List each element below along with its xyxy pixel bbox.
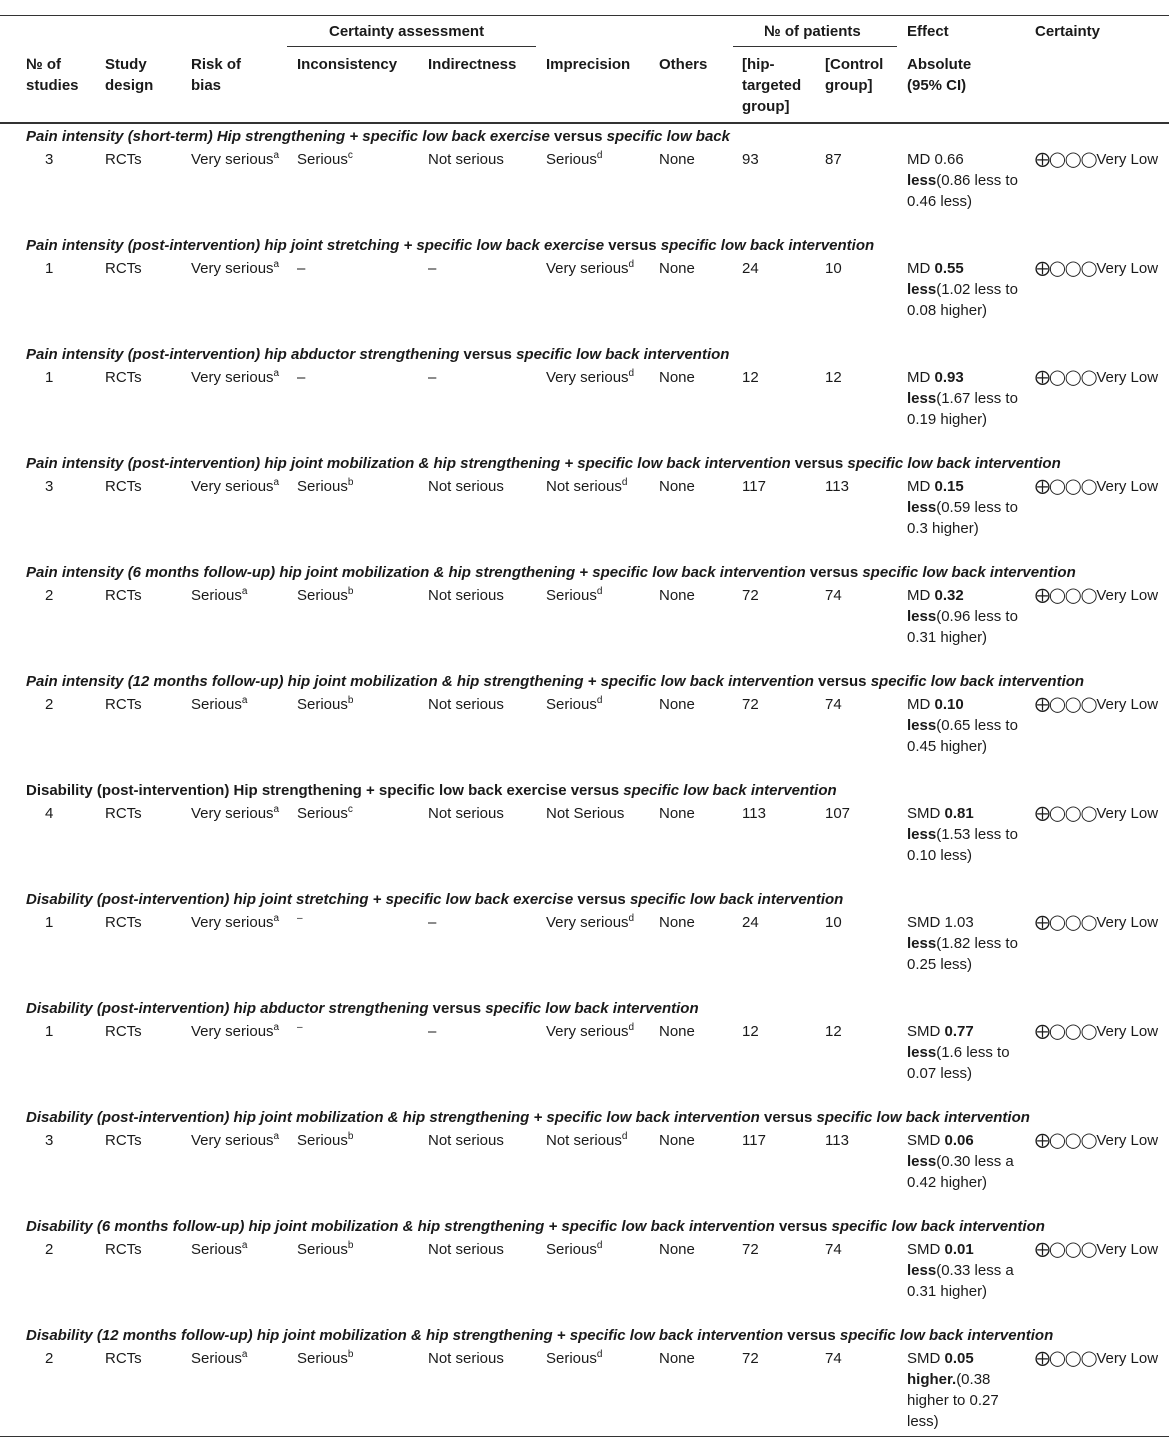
imprecision-cell: Serious$^d$ (546, 1349, 603, 1367)
comparator-label: specific low back intervention (839, 1327, 1054, 1344)
comparator-label: specific low back intervention (629, 891, 844, 908)
n-studies-cell: 3 (45, 151, 54, 168)
study-design-cell: RCTs (105, 914, 142, 931)
control-count-cell: 74 (825, 696, 842, 713)
hip-targeted-count-cell: 117 (742, 478, 766, 495)
header-effect: Effect (907, 23, 949, 40)
imprecision-cell: Serious$^d$ (546, 695, 603, 713)
header-certainty: Certainty (1035, 23, 1101, 40)
versus-label: versus (549, 128, 607, 145)
study-design-cell: RCTs (105, 369, 142, 386)
certainty-rating-icon: ⨁◯◯◯ (1035, 369, 1097, 386)
indirectness-cell: – (428, 260, 437, 277)
study-design-cell: RCTs (105, 1350, 142, 1367)
control-count-cell: 113 (825, 478, 849, 495)
header-absolute: Absolute (95% CI) (907, 56, 972, 94)
header-n-patients-rule (733, 46, 897, 47)
outcome-label: Pain intensity (6 months follow-up) hip joint mobilization & hip strengthening + specific low back intervention (26, 564, 806, 581)
versus-label: versus (459, 346, 517, 363)
imprecision-cell: Serious$^d$ (546, 1240, 603, 1258)
certainty-cell: ⨁◯◯◯Very Low (1035, 369, 1159, 386)
hip-targeted-count-cell: 113 (742, 805, 766, 822)
outcome-title (26, 562, 1076, 583)
versus-label: versus (774, 1218, 832, 1235)
header-inconsistency: Inconsistency (297, 56, 398, 73)
hip-targeted-count-cell: 117 (742, 1132, 766, 1149)
inconsistency-cell: Serious$^b$ (297, 695, 354, 713)
outcome-section (0, 998, 1169, 1107)
indirectness-cell: Not serious (428, 1132, 504, 1149)
outcome-label: Pain intensity (post-intervention) hip joint mobilization & hip strengthening + specific low back intervention (26, 455, 791, 472)
header-indirectness: Indirectness (428, 56, 517, 73)
certainty-rating-icon: ⨁◯◯◯ (1035, 151, 1097, 168)
outcome-title (26, 235, 874, 256)
control-count-cell: 113 (825, 1132, 849, 1149)
outcome-section (0, 453, 1169, 562)
effect-absolute-cell: SMD 0.01 less(0.33 less a 0.31 higher) (907, 1241, 1014, 1300)
indirectness-cell: – (428, 1023, 437, 1040)
risk-of-bias-cell: Very serious$^a$ (191, 150, 280, 168)
indirectness-cell: – (428, 369, 437, 386)
n-studies-cell: 2 (45, 1350, 54, 1367)
study-design-cell: RCTs (105, 805, 142, 822)
outcome-label: Pain intensity (12 months follow-up) hip joint mobilization & hip strengthening + specific low back intervention (26, 673, 814, 690)
header-study-design: Study design (105, 56, 154, 94)
control-count-cell: 12 (825, 1023, 842, 1040)
control-count-cell: 87 (825, 151, 842, 168)
hip-targeted-count-cell: 24 (742, 260, 759, 277)
control-count-cell: 10 (825, 914, 842, 931)
certainty-cell: ⨁◯◯◯Very Low (1035, 151, 1159, 168)
outcome-label: Pain intensity (post-intervention) hip joint stretching + specific low back exercise (26, 237, 605, 254)
header-imprecision: Imprecision (546, 56, 631, 73)
risk-of-bias-cell: Very serious$^a$ (191, 477, 280, 495)
risk-of-bias-cell: Very serious$^a$ (191, 1131, 280, 1149)
comparator-label: specific low back intervention (870, 673, 1085, 690)
control-count-cell: 74 (825, 1241, 842, 1258)
hip-targeted-count-cell: 24 (742, 914, 759, 931)
outcome-label: Disability (6 months follow-up) hip joint mobilization & hip strengthening + specific low back intervention (26, 1218, 775, 1235)
study-design-cell: RCTs (105, 478, 142, 495)
certainty-cell: ⨁◯◯◯Very Low (1035, 914, 1159, 931)
indirectness-cell: Not serious (428, 587, 504, 604)
n-studies-cell: 2 (45, 1241, 54, 1258)
outcome-section (0, 344, 1169, 453)
inconsistency-cell: Serious$^b$ (297, 1349, 354, 1367)
outcome-title (26, 344, 729, 365)
inconsistency-cell: Serious$^b$ (297, 586, 354, 604)
study-design-cell: RCTs (105, 1132, 142, 1149)
comparator-label: specific low back intervention (831, 1218, 1045, 1235)
outcome-title (26, 780, 837, 801)
effect-absolute-cell: SMD 1.03 less(1.82 less to 0.25 less) (907, 914, 1018, 973)
n-studies-cell: 1 (45, 914, 54, 931)
study-design-cell: RCTs (105, 1023, 142, 1040)
table-bottom-rule (0, 1436, 1169, 1437)
hip-targeted-count-cell: 72 (742, 696, 759, 713)
outcome-title (26, 889, 843, 910)
certainty-cell: ⨁◯◯◯Very Low (1035, 696, 1159, 713)
certainty-rating-icon: ⨁◯◯◯ (1035, 478, 1097, 495)
risk-of-bias-cell: Very serious$^a$ (191, 1022, 280, 1040)
outcome-section (0, 1107, 1169, 1216)
outcome-section (0, 1216, 1169, 1325)
others-cell: None (659, 1023, 695, 1040)
header-n-patients: № of patients (764, 23, 861, 40)
imprecision-cell: Serious$^d$ (546, 586, 603, 604)
inconsistency-cell: Serious$^b$ (297, 1240, 354, 1258)
inconsistency-cell: – (297, 913, 303, 924)
outcome-label: Pain intensity (short-term) Hip strengthening + specific low back exercise (26, 128, 550, 145)
indirectness-cell: Not serious (428, 696, 504, 713)
outcome-title (26, 126, 730, 147)
others-cell: None (659, 1241, 695, 1258)
inconsistency-cell: – (297, 369, 306, 386)
risk-of-bias-cell: Serious$^a$ (191, 586, 248, 604)
indirectness-cell: Not serious (428, 1241, 504, 1258)
imprecision-cell: Very serious$^d$ (546, 368, 635, 386)
outcome-label: Disability (12 months follow-up) hip joint mobilization & hip strengthening + specific low back intervention (26, 1327, 784, 1344)
table-top-rule (0, 15, 1169, 16)
outcome-section (0, 780, 1169, 889)
others-cell: None (659, 1132, 695, 1149)
effect-absolute-cell: MD 0.10 less(0.65 less to 0.45 higher) (907, 696, 1018, 755)
risk-of-bias-cell: Serious$^a$ (191, 695, 248, 713)
comparator-label: specific low back (606, 128, 730, 145)
versus-label: versus (604, 237, 661, 254)
inconsistency-cell: – (297, 1022, 303, 1033)
imprecision-cell: Very serious$^d$ (546, 1022, 635, 1040)
comparator-label: specific low back intervention (623, 782, 837, 799)
risk-of-bias-cell: Serious$^a$ (191, 1240, 248, 1258)
certainty-rating-icon: ⨁◯◯◯ (1035, 1023, 1097, 1040)
n-studies-cell: 3 (45, 478, 54, 495)
certainty-rating-icon: ⨁◯◯◯ (1035, 805, 1097, 822)
risk-of-bias-cell: Serious$^a$ (191, 1349, 248, 1367)
control-count-cell: 74 (825, 1350, 842, 1367)
effect-absolute-cell: SMD 0.06 less(0.30 less a 0.42 higher) (907, 1132, 1014, 1191)
outcome-title (26, 998, 699, 1019)
imprecision-cell: Not serious$^d$ (546, 1131, 628, 1149)
outcome-label: Pain intensity (post-intervention) hip abductor strengthening (26, 346, 460, 363)
indirectness-cell: Not serious (428, 478, 504, 495)
study-design-cell: RCTs (105, 151, 142, 168)
control-count-cell: 107 (825, 805, 851, 822)
outcome-title (26, 453, 1061, 474)
header-n-studies: № of studies (26, 56, 79, 94)
inconsistency-cell: Serious$^b$ (297, 1131, 354, 1149)
comparator-label: specific low back intervention (816, 1109, 1030, 1126)
certainty-rating-icon: ⨁◯◯◯ (1035, 587, 1097, 604)
others-cell: None (659, 478, 695, 495)
versus-label: versus (573, 891, 630, 908)
others-cell: None (659, 805, 695, 822)
certainty-rating-icon: ⨁◯◯◯ (1035, 260, 1097, 277)
outcome-section (0, 671, 1169, 780)
n-studies-cell: 1 (45, 260, 54, 277)
header-certainty-assessment: Certainty assessment (329, 23, 485, 40)
imprecision-cell: Not Serious (546, 805, 625, 822)
others-cell: None (659, 369, 695, 386)
certainty-rating-icon: ⨁◯◯◯ (1035, 914, 1097, 931)
header-others: Others (659, 56, 708, 73)
comparator-label: specific low back intervention (516, 346, 730, 363)
indirectness-cell: Not serious (428, 805, 504, 822)
hip-targeted-count-cell: 93 (742, 151, 759, 168)
certainty-rating-icon: ⨁◯◯◯ (1035, 1132, 1097, 1149)
effect-absolute-cell: MD 0.32 less(0.96 less to 0.31 higher) (907, 587, 1018, 646)
outcome-title (26, 671, 1084, 692)
effect-absolute-cell: SMD 0.81 less(1.53 less to 0.10 less) (907, 805, 1018, 864)
others-cell: None (659, 151, 695, 168)
outcome-section (0, 1325, 1169, 1434)
inconsistency-cell: Serious$^b$ (297, 477, 354, 495)
comparator-label: specific low back intervention (660, 237, 875, 254)
header-hip-targeted-group: [hip- targeted group] (742, 56, 802, 115)
hip-targeted-count-cell: 72 (742, 587, 759, 604)
versus-label: versus (566, 782, 624, 799)
effect-absolute-cell: SMD 0.05 higher.(0.38 higher to 0.27 less) (907, 1350, 999, 1430)
header-control-group: [Control group] (825, 56, 884, 94)
certainty-rating-icon: ⨁◯◯◯ (1035, 696, 1097, 713)
certainty-cell: ⨁◯◯◯Very Low (1035, 805, 1159, 822)
effect-absolute-cell: MD 0.66 less(0.86 less to 0.46 less) (907, 151, 1018, 210)
indirectness-cell: – (428, 914, 437, 931)
certainty-cell: ⨁◯◯◯Very Low (1035, 478, 1159, 495)
imprecision-cell: Serious$^d$ (546, 150, 603, 168)
versus-label: versus (813, 673, 871, 690)
hip-targeted-count-cell: 72 (742, 1350, 759, 1367)
risk-of-bias-cell: Very serious$^a$ (191, 368, 280, 386)
comparator-label: specific low back intervention (862, 564, 1076, 581)
n-studies-cell: 3 (45, 1132, 54, 1149)
comparator-label: specific low back intervention (485, 1000, 699, 1017)
versus-label: versus (790, 455, 848, 472)
inconsistency-cell: Serious$^c$ (297, 804, 353, 822)
certainty-cell: ⨁◯◯◯Very Low (1035, 1023, 1159, 1040)
hip-targeted-count-cell: 12 (742, 369, 759, 386)
outcome-title (26, 1325, 1053, 1346)
certainty-rating-icon: ⨁◯◯◯ (1035, 1241, 1097, 1258)
effect-absolute-cell: MD 0.15 less(0.59 less to 0.3 higher) (907, 478, 1018, 537)
others-cell: None (659, 696, 695, 713)
n-studies-cell: 2 (45, 587, 54, 604)
n-studies-cell: 2 (45, 696, 54, 713)
certainty-cell: ⨁◯◯◯Very Low (1035, 1132, 1159, 1149)
others-cell: None (659, 260, 695, 277)
comparator-label: specific low back intervention (847, 455, 1061, 472)
versus-label: versus (805, 564, 863, 581)
outcome-section (0, 889, 1169, 998)
risk-of-bias-cell: Very serious$^a$ (191, 804, 280, 822)
indirectness-cell: Not serious (428, 151, 504, 168)
outcome-section (0, 126, 1169, 235)
control-count-cell: 10 (825, 260, 842, 277)
n-studies-cell: 1 (45, 369, 54, 386)
certainty-cell: ⨁◯◯◯Very Low (1035, 260, 1159, 277)
certainty-cell: ⨁◯◯◯Very Low (1035, 1350, 1159, 1367)
outcome-label: Disability (post-intervention) hip joint mobilization & hip strengthening + specific low back intervention (26, 1109, 760, 1126)
outcome-label: Disability (post-intervention) Hip strengthening + specific low back exercise (26, 782, 567, 799)
header-risk-of-bias: Risk of bias (191, 56, 242, 94)
others-cell: None (659, 1350, 695, 1367)
study-design-cell: RCTs (105, 587, 142, 604)
header-certainty-assessment-rule (287, 46, 536, 47)
header-bottom-rule (0, 122, 1169, 124)
imprecision-cell: Very serious$^d$ (546, 259, 635, 277)
outcome-section (0, 562, 1169, 671)
versus-label: versus (428, 1000, 486, 1017)
inconsistency-cell: Serious$^c$ (297, 150, 353, 168)
risk-of-bias-cell: Very serious$^a$ (191, 259, 280, 277)
certainty-rating-icon: ⨁◯◯◯ (1035, 1350, 1097, 1367)
certainty-cell: ⨁◯◯◯Very Low (1035, 587, 1159, 604)
outcome-title (26, 1216, 1045, 1237)
n-studies-cell: 1 (45, 1023, 54, 1040)
outcome-label: Disability (post-intervention) hip abductor strengthening (26, 1000, 429, 1017)
outcome-title (26, 1107, 1030, 1128)
outcome-section (0, 235, 1169, 344)
control-count-cell: 12 (825, 369, 842, 386)
versus-label: versus (783, 1327, 840, 1344)
control-count-cell: 74 (825, 587, 842, 604)
certainty-cell: ⨁◯◯◯Very Low (1035, 1241, 1159, 1258)
inconsistency-cell: – (297, 260, 306, 277)
effect-absolute-cell: MD 0.55 less(1.02 less to 0.08 higher) (907, 260, 1018, 319)
imprecision-cell: Very serious$^d$ (546, 913, 635, 931)
indirectness-cell: Not serious (428, 1350, 504, 1367)
study-design-cell: RCTs (105, 1241, 142, 1258)
others-cell: None (659, 914, 695, 931)
outcome-label: Disability (post-intervention) hip joint stretching + specific low back exercise (26, 891, 574, 908)
others-cell: None (659, 587, 695, 604)
hip-targeted-count-cell: 12 (742, 1023, 759, 1040)
study-design-cell: RCTs (105, 260, 142, 277)
effect-absolute-cell: MD 0.93 less(1.67 less to 0.19 higher) (907, 369, 1018, 428)
study-design-cell: RCTs (105, 696, 142, 713)
versus-label: versus (759, 1109, 817, 1126)
imprecision-cell: Not serious$^d$ (546, 477, 628, 495)
effect-absolute-cell: SMD 0.77 less(1.6 less to 0.07 less) (907, 1023, 1010, 1082)
hip-targeted-count-cell: 72 (742, 1241, 759, 1258)
risk-of-bias-cell: Very serious$^a$ (191, 913, 280, 931)
n-studies-cell: 4 (45, 805, 54, 822)
